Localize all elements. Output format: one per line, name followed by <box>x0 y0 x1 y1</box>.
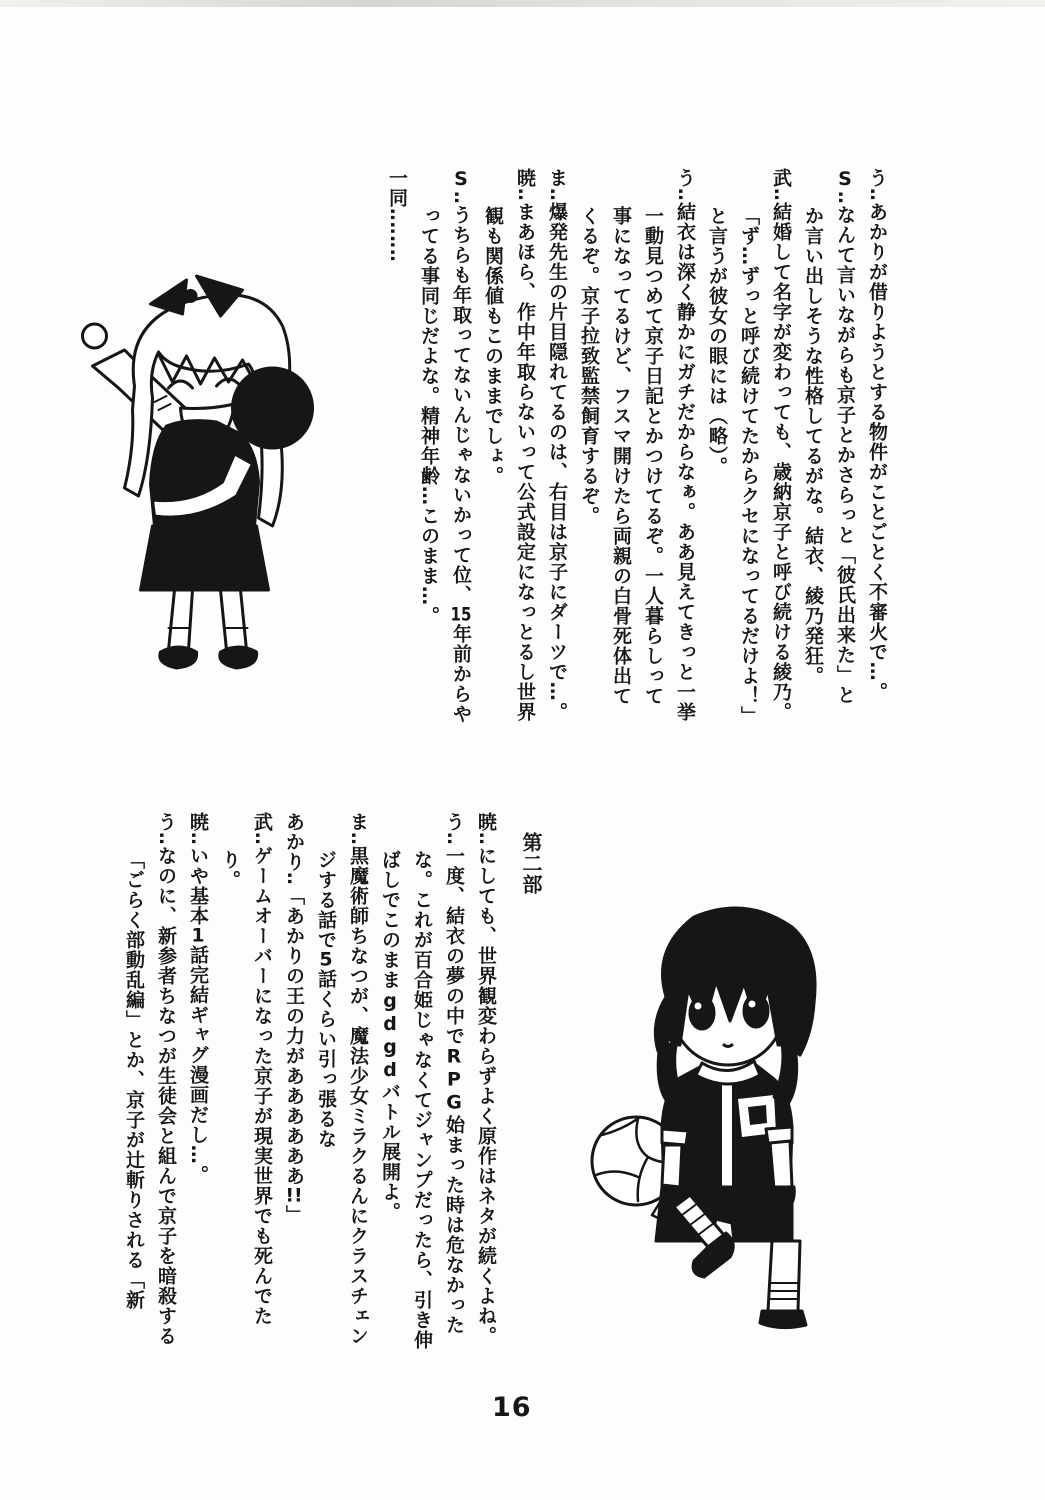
dialogue-line: 一同‥‥‥‥ <box>386 168 408 263</box>
dialogue-line: ま‥爆発先生の片目隠れてるのは、右目は京子にダーツで…。 <box>546 168 568 722</box>
dialogue-line: う‥あかりが借りようとする物件がことごとく不審火で…。 <box>866 168 888 702</box>
jersey-emblem <box>748 1105 767 1125</box>
mouth <box>724 1045 732 1047</box>
scan-edge-artifact <box>0 0 1045 7</box>
leg <box>221 590 247 650</box>
thrown-ball <box>83 324 107 348</box>
dialogue-line: 暁‥まあほら、作中年取らないって公式設定になっとるし世界観も関係値もこのままでしょ。 <box>482 168 536 722</box>
standing-shoe <box>760 1311 806 1328</box>
bow-knot <box>184 289 198 303</box>
jersey-stripe <box>722 1083 732 1191</box>
dialogue-line: う‥一度、結衣の夢の中でRPG始まった時は危なかったな。これが百合姫じゃなくてジャンプだったら、引き伸ばしでこのままgdgdバトル展開よ。 <box>379 812 465 1350</box>
dialogue-line: う‥結衣は深く静かにガチだからなぁ。ああ見えてきっと一挙一動見つめて京子日記とかつけてるぞ。一人暮らしって事になってるけど、フスマ開けたら両親の白骨死体出てくるぞ。京子拉致監禁飼育するぞ。 <box>578 168 696 722</box>
dark-ball <box>233 368 313 448</box>
dialogue-line: S‥うちらも年取ってないんじゃないかって位、15年前からやってる事同じだよな。精神年齢…このまま…。 <box>418 168 472 724</box>
eye <box>744 995 768 1027</box>
hair-side-lock <box>774 1041 797 1107</box>
illustration-soccer-girl-juggling-ball <box>576 893 866 1338</box>
shoe <box>220 647 257 668</box>
dialogue-line: 武‥ゲームオーバーになった京子が現実世界でも死んでたり。 <box>219 812 273 1326</box>
eye <box>690 997 714 1029</box>
eye-highlight <box>749 1001 756 1008</box>
dialogue-line: う‥なのに、新参者ちなつが生徒会と組んで京子を暗殺する「ごらく部動乱編」とか、京子が辻斬りされる「新 <box>123 812 177 1346</box>
dialogue-line: ま‥黒魔術師ちなつが、魔法少女ミラクるんにクラスチェンジする話で5話くらい引っ張るな <box>315 812 369 1346</box>
hair-bow <box>151 280 187 314</box>
dialogue-line: 暁‥いや基本1話完結ギャグ漫画だし…。 <box>187 812 209 1185</box>
eye-highlight <box>695 1003 702 1010</box>
part2-heading: 第二部 <box>519 832 543 895</box>
page-number: 16 <box>492 1392 532 1423</box>
forearm <box>662 1145 682 1187</box>
dialogue-line: 暁‥にしても、世界観変わらずよく原作はネタが続くよね。 <box>475 812 497 1346</box>
dialogue-line: あかり‥「あかりの王の力がああああああ!!」 <box>283 812 305 1225</box>
dialogue-line: 武‥結婚して名字が変わっても、歳納京子と呼び続ける綾乃。「ず…ずっと呼び続けてたからクセになってるだけよ！」と言うが彼女の眼には（略）。 <box>706 168 792 722</box>
hair-side-lock <box>658 1043 680 1103</box>
dialogue-line: S‥なんて言いながらも京子とかさらっと「彼氏出来た」とか言い出しそうな性格してるがな。結衣、綾乃発狂。 <box>802 168 856 705</box>
shoe <box>160 647 197 668</box>
part2-dialogue-block <box>118 812 547 1358</box>
standing-sock <box>768 1241 800 1311</box>
sleeve-cuff <box>662 1129 688 1145</box>
leg <box>169 590 193 650</box>
forearm <box>770 1141 792 1189</box>
skirt <box>141 526 269 590</box>
part1-dialogue-block <box>381 168 893 724</box>
illustration-girl-with-hair-bow-throwing-ball <box>66 258 351 678</box>
